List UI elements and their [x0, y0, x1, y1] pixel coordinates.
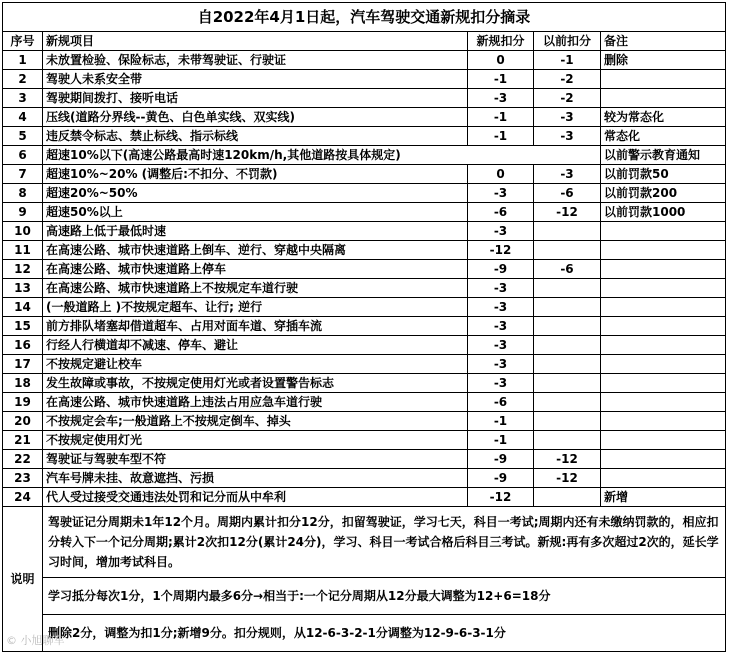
row-item: 行经人行横道却不减速、停车、避让 — [43, 336, 468, 355]
row-new-points: -3 — [468, 336, 534, 355]
row-number: 20 — [3, 412, 43, 431]
row-number: 15 — [3, 317, 43, 336]
row-new-points: -1 — [468, 127, 534, 146]
table-row — [3, 184, 726, 203]
row-item: 不按规定会车;一般道路上不按规定倒车、掉头 — [43, 412, 468, 431]
row-new-points: -6 — [468, 393, 534, 412]
row-item: 不按规定使用灯光 — [43, 431, 468, 450]
row-new-points: 0 — [468, 165, 534, 184]
row-item: 超速10%以下(高速公路最高时速120km/h,其他道路按具体规定) — [43, 146, 601, 165]
row-number: 12 — [3, 260, 43, 279]
penalty-table — [2, 2, 726, 507]
row-number: 16 — [3, 336, 43, 355]
row-number: 13 — [3, 279, 43, 298]
table-row — [3, 393, 726, 412]
row-old-points — [534, 488, 601, 507]
row-number: 9 — [3, 203, 43, 222]
table-row — [3, 260, 726, 279]
notes-paragraph-2: 学习抵分每次1分，1个周期内最多6分→相当于:一个记分周期从12分最大调整为12+6=18分 — [43, 578, 726, 615]
row-item: 超速50%以上 — [43, 203, 468, 222]
notes-paragraph-1: 驾驶证记分周期未1年12个月。周期内累计扣分12分，扣留驾驶证，学习七天，科目一考试;周期内还有未缴纳罚款的，相应扣分转入下一个记分周期;累计2次扣12分(累计24分)，学习、科目一考试合格后科目三考试。新规:再有多次超过2次的，延长学习时间，增加考试科目。 — [43, 507, 726, 578]
notes-table — [2, 506, 726, 652]
row-old-points: -12 — [534, 469, 601, 488]
row-old-points: -3 — [534, 108, 601, 127]
row-new-points: -3 — [468, 298, 534, 317]
row-remark — [601, 431, 726, 450]
row-remark — [601, 241, 726, 260]
row-new-points: -3 — [468, 317, 534, 336]
row-item: 高速路上低于最低时速 — [43, 222, 468, 241]
row-remark — [601, 412, 726, 431]
row-old-points — [534, 336, 601, 355]
row-remark: 以前罚款1000 — [601, 203, 726, 222]
row-old-points: -6 — [534, 184, 601, 203]
row-remark — [601, 355, 726, 374]
row-remark — [601, 222, 726, 241]
row-remark — [601, 393, 726, 412]
row-remark — [601, 298, 726, 317]
row-item: 在高速公路、城市快速道路上停车 — [43, 260, 468, 279]
row-item: 不按规定避让校车 — [43, 355, 468, 374]
row-item: 在高速公路、城市快速道路上违法占用应急车道行驶 — [43, 393, 468, 412]
row-item: 前方排队堵塞却借道超车、占用对面车道、穿插车流 — [43, 317, 468, 336]
row-new-points: -1 — [468, 431, 534, 450]
table-row — [3, 89, 726, 108]
table-row — [3, 70, 726, 89]
row-item: 驾驶人未系安全带 — [43, 70, 468, 89]
row-number: 8 — [3, 184, 43, 203]
table-row — [3, 279, 726, 298]
row-new-points: -12 — [468, 488, 534, 507]
row-old-points — [534, 431, 601, 450]
row-new-points: -6 — [468, 203, 534, 222]
row-old-points: -6 — [534, 260, 601, 279]
row-item: 在高速公路、城市快速道路上倒车、逆行、穿越中央隔离 — [43, 241, 468, 260]
row-remark — [601, 450, 726, 469]
row-new-points: -3 — [468, 355, 534, 374]
row-item: 在高速公路、城市快速道路上不按规定车道行驶 — [43, 279, 468, 298]
row-new-points: -3 — [468, 184, 534, 203]
sheet-title: 自2022年4月1日起，汽车驾驶交通新规扣分摘录 — [3, 3, 726, 32]
row-new-points: -3 — [468, 222, 534, 241]
row-number: 11 — [3, 241, 43, 260]
table-row — [3, 127, 726, 146]
table-row — [3, 488, 726, 507]
row-old-points — [534, 222, 601, 241]
row-old-points: -3 — [534, 127, 601, 146]
row-new-points: -12 — [468, 241, 534, 260]
row-new-points: -9 — [468, 469, 534, 488]
row-old-points — [534, 393, 601, 412]
row-item: 代人受过接受交通违法处罚和记分而从中牟利 — [43, 488, 468, 507]
row-item: 超速10%~20% (调整后:不扣分、不罚款) — [43, 165, 468, 184]
table-row — [3, 146, 726, 165]
row-remark: 以前罚款200 — [601, 184, 726, 203]
row-remark: 以前罚款50 — [601, 165, 726, 184]
title-row — [3, 3, 726, 32]
row-old-points — [534, 241, 601, 260]
row-item: 驾驶证与驾驶车型不符 — [43, 450, 468, 469]
row-remark — [601, 260, 726, 279]
row-old-points: -2 — [534, 89, 601, 108]
notes-row-2 — [3, 578, 726, 615]
row-new-points: -3 — [468, 89, 534, 108]
row-old-points — [534, 412, 601, 431]
row-old-points — [534, 374, 601, 393]
table-row — [3, 203, 726, 222]
row-item: 驾驶期间拨打、接听电话 — [43, 89, 468, 108]
header-row — [3, 32, 726, 51]
row-number: 6 — [3, 146, 43, 165]
row-old-points: -3 — [534, 165, 601, 184]
penalty-sheet — [2, 2, 725, 652]
row-old-points — [534, 355, 601, 374]
table-row — [3, 469, 726, 488]
row-number: 14 — [3, 298, 43, 317]
row-number: 5 — [3, 127, 43, 146]
row-new-points: -1 — [468, 108, 534, 127]
row-remark: 删除 — [601, 51, 726, 70]
row-number: 2 — [3, 70, 43, 89]
row-remark: 较为常态化 — [601, 108, 726, 127]
row-item: 汽车号牌未挂、故意遮挡、污损 — [43, 469, 468, 488]
row-item: 发生故障或事故，不按规定使用灯光或者设置警告标志 — [43, 374, 468, 393]
table-row — [3, 51, 726, 70]
row-old-points — [534, 279, 601, 298]
row-item: 超速20%~50% — [43, 184, 468, 203]
table-row — [3, 241, 726, 260]
row-new-points: -3 — [468, 279, 534, 298]
row-number: 17 — [3, 355, 43, 374]
header-no: 序号 — [3, 32, 43, 51]
row-old-points: -12 — [534, 203, 601, 222]
row-old-points: -1 — [534, 51, 601, 70]
table-row — [3, 336, 726, 355]
table-row — [3, 165, 726, 184]
row-remark — [601, 70, 726, 89]
header-remark: 备注 — [601, 32, 726, 51]
row-old-points — [534, 317, 601, 336]
row-new-points: -9 — [468, 260, 534, 279]
row-remark — [601, 279, 726, 298]
row-remark: 以前警示教育通知 — [601, 146, 726, 165]
notes-row-1 — [3, 507, 726, 578]
row-remark — [601, 469, 726, 488]
row-remark: 新增 — [601, 488, 726, 507]
row-new-points: -1 — [468, 70, 534, 89]
table-row — [3, 317, 726, 336]
row-remark — [601, 336, 726, 355]
row-new-points: 0 — [468, 51, 534, 70]
row-number: 10 — [3, 222, 43, 241]
row-number: 18 — [3, 374, 43, 393]
header-new: 新规扣分 — [468, 32, 534, 51]
row-remark — [601, 374, 726, 393]
table-row — [3, 412, 726, 431]
row-old-points — [534, 298, 601, 317]
row-number: 19 — [3, 393, 43, 412]
row-item: 违反禁令标志、禁止标线、指示标线 — [43, 127, 468, 146]
notes-label: 说明 — [3, 507, 43, 652]
row-item: 未放置检验、保险标志，未带驾驶证、行驶证 — [43, 51, 468, 70]
row-item: 压线(道路分界线--黄色、白色单实线、双实线) — [43, 108, 468, 127]
table-row — [3, 222, 726, 241]
row-number: 7 — [3, 165, 43, 184]
row-old-points: -2 — [534, 70, 601, 89]
notes-paragraph-3: 删除2分，调整为扣1分;新增9分。扣分规则，从12-6-3-2-1分调整为12-9-6-3-1分 — [43, 615, 726, 652]
row-remark — [601, 317, 726, 336]
row-number: 22 — [3, 450, 43, 469]
row-remark: 常态化 — [601, 127, 726, 146]
header-item: 新规项目 — [43, 32, 468, 51]
row-new-points: -3 — [468, 374, 534, 393]
header-old: 以前扣分 — [534, 32, 601, 51]
notes-row-3 — [3, 615, 726, 652]
table-row — [3, 108, 726, 127]
row-item: (一般道路上 )不按规定超车、让行; 逆行 — [43, 298, 468, 317]
table-row — [3, 374, 726, 393]
row-new-points: -9 — [468, 450, 534, 469]
row-new-points: -1 — [468, 412, 534, 431]
row-number: 24 — [3, 488, 43, 507]
row-number: 1 — [3, 51, 43, 70]
table-row — [3, 355, 726, 374]
row-number: 3 — [3, 89, 43, 108]
table-row — [3, 298, 726, 317]
row-old-points: -12 — [534, 450, 601, 469]
table-row — [3, 450, 726, 469]
watermark: © 小旭聊车 — [6, 634, 65, 647]
row-remark — [601, 89, 726, 108]
row-number: 4 — [3, 108, 43, 127]
row-number: 23 — [3, 469, 43, 488]
table-row — [3, 431, 726, 450]
row-number: 21 — [3, 431, 43, 450]
